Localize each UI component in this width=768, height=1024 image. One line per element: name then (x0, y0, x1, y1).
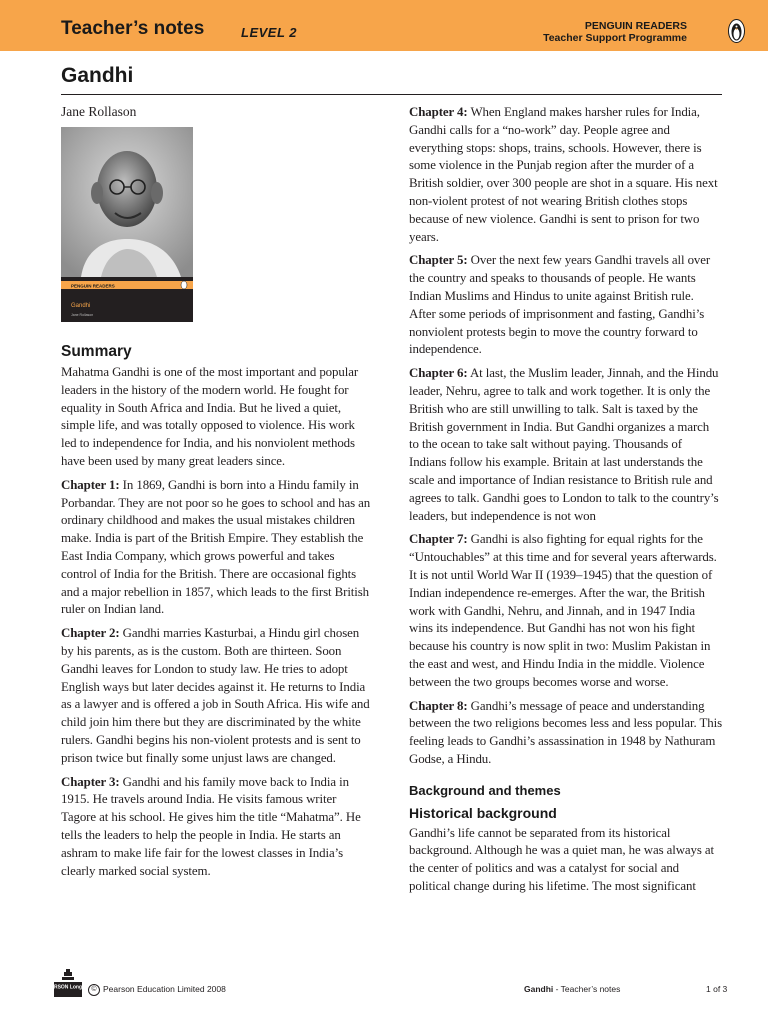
publisher-logo-text: PEARSON Longman (43, 984, 93, 991)
copyright-text: Pearson Education Limited 2008 (103, 984, 226, 994)
summary-heading: Summary (61, 343, 132, 360)
footer-doc-title (524, 984, 620, 994)
chapter-paragraph (409, 365, 722, 525)
background-heading: Background and themes (409, 782, 561, 798)
chapter-paragraph (409, 252, 722, 359)
copyright-icon: © (88, 984, 100, 996)
background-text: Gandhi’s life cannot be separated from its historical background. Although he was a quiet man, he was always at the center of politics and was a catalyst for social and political change during his lifetime. The most significant (409, 825, 715, 894)
left-column (61, 342, 371, 886)
chapter-paragraph (409, 698, 722, 769)
chapter-label: Chapter 8: (409, 698, 468, 713)
chapter-text: Gandhi and his family move back to India in 1915. He travels around India. He visits famous writer Tagore at his school. He gives him the title “Mahatma”. He tells the leaders to help the people in India. He starts an ashram to make life fair for the lowest classes in India’s clearly marked social system. (61, 774, 361, 878)
cover-title-text: Gandhi (71, 303, 91, 309)
programme-name: Teacher Support Programme (543, 32, 687, 44)
chapter-label: Chapter 2: (61, 626, 120, 641)
chapter-label: Chapter 6: (409, 366, 468, 381)
cover-author-text: Jane Rollason (71, 313, 94, 317)
pearson-longman-logo-icon (43, 968, 93, 998)
summary-intro: Mahatma Gandhi is one of the most important and popular leaders in the history of the modern world. He fought for equality in South Africa and India. But he lived a quiet, simple life, and was totally opposed to violence. His work led to independence for India, and his nonviolent methods have been used by many great leaders since. (61, 365, 359, 468)
chapter-paragraph (61, 774, 371, 881)
chapter-label: Chapter 3: (61, 774, 120, 789)
level-label: LEVEL 2 (241, 25, 298, 40)
author-name: Jane Rollason (61, 104, 137, 119)
cover-series-text: PENGUIN READERS (71, 283, 115, 289)
page-number: 1 of 3 (706, 984, 728, 994)
teachers-notes-label: Teacher’s notes (61, 18, 205, 39)
right-column (409, 104, 722, 902)
penguin-logo-icon (728, 19, 745, 43)
chapter-paragraph (61, 625, 371, 767)
chapter-label: Chapter 5: (409, 253, 468, 268)
footer-title-suffix: - Teacher’s notes (553, 984, 621, 994)
gandhi-portrait-image (61, 127, 193, 322)
title-divider (61, 94, 722, 95)
chapter-paragraph (409, 104, 722, 246)
chapter-text: Gandhi’s message of peace and understanding between the two religions becomes less and less popular. This feeling leads to Gandhi’s assassination in 1948 by Nathuram Godse, a Hindu. (409, 698, 722, 766)
chapter-text: At last, the Muslim leader, Jinnah, and the Hindu leader, Nehru, agree to talk and work together. It is only the British who are still unwilling to talk. Salt is taxed by the British government in India. But Gandhi organizes a march to the ocean to take salt without paying. Thousands of Indians follow his example. Britain at last understands the scale and importance of Indian resistance to British rule and agrees to talk. Gandhi goes to London to talk to the country’s leaders, but independence is not won (409, 366, 719, 523)
page-title: Gandhi (61, 64, 134, 87)
chapter-text: Gandhi is also fighting for equal rights for the “Untouchables” at this time and for several years afterwards. It is not until World War II (1939–1945) that the question of Indian independence re-emerges. After the war, the British work with Gandhi, Nehru, and Jinnah, and in 1947 India wins its independence. But Gandhi has not won his fight because his country is now split in two: Muslim Pakistan in the east and west, and Hindu India in the middle. Violence between the two groups becomes worse and worse. (409, 532, 717, 689)
series-name: PENGUIN READERS (584, 20, 687, 32)
chapter-label: Chapter 4: (409, 105, 468, 119)
chapter-text: When England makes harsher rules for India, Gandhi calls for a “no-work” day. People agree and everything stops: shops, trains, schools. However, there is some violence in the Punjab region after the murder of a British soldier, over 300 people are shot in a square. His next non-violent protest of not wearing British clothes stops because of new violence. Gandhi is sent to prison for two years. (409, 105, 718, 244)
chapter-text: Over the next few years Gandhi travels all over the country and speaks to thousands of people. He wants Indian Muslims and Hindus to unite against British rule. After some periods of imprisonment and fasting, Gandhi’s nonviolent protests begin to move the country forward to independence. (409, 253, 711, 357)
chapter-paragraph (61, 477, 371, 619)
chapter-text: In 1869, Gandhi is born into a Hindu family in Porbandar. They are not poor so he goes to school and has an ordinary childhood and makes the usual mistakes children make. India is part of the British Empire. They establish the East India Company, which grows powerful and takes control of India for the British. There are occasional fights and a major rebellion in 1857, which leads to the first British ruler on Indian land. (61, 477, 371, 617)
chapter-paragraph (409, 531, 722, 691)
historical-background-heading: Historical background (409, 804, 557, 821)
chapter-label: Chapter 7: (409, 532, 468, 547)
cover-penguin-icon (181, 281, 187, 289)
series-label (543, 20, 687, 44)
chapter-text: Gandhi marries Kasturbai, a Hindu girl chosen by his parents, as is the custom. Both are thirteen. Soon Gandhi leaves for London to study law. He tries to adopt English ways but later decides against it. He returns to India as a lawyer and is offered a job in South Africa. His wife and child join him there but they are discriminated by the white rulers. Gandhi begins his non-violent protests and is sent to prison twice but finally some unjust laws are changed. (61, 626, 370, 765)
footer-title-bold: Gandhi (524, 984, 554, 994)
book-cover-image (61, 127, 193, 322)
header-bar (0, 0, 768, 51)
chapter-label: Chapter 1: (61, 477, 120, 492)
